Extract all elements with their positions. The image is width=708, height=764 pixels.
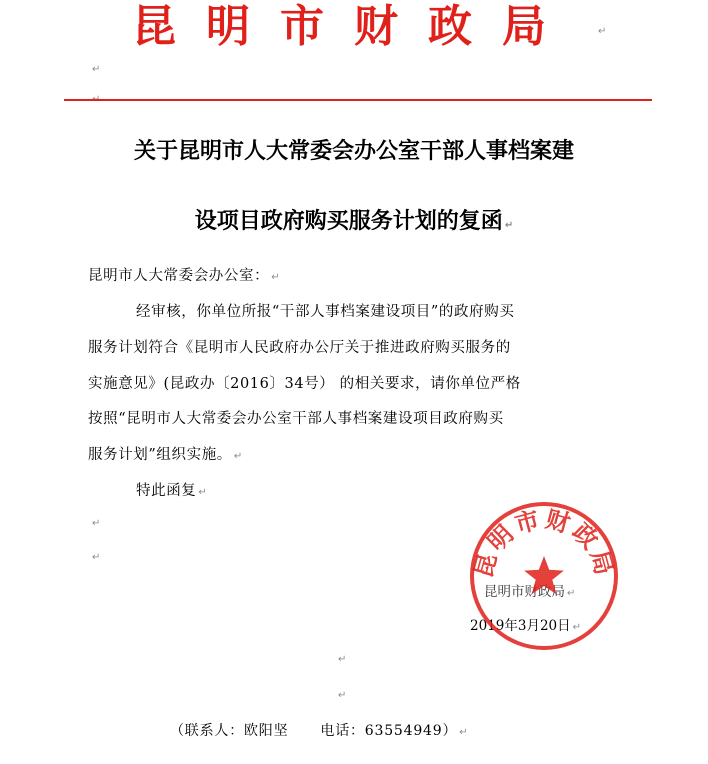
document-title-line-2: 设项目政府购买服务计划的复函 ↵ xyxy=(194,208,514,234)
signature-org: 昆明市财政局 ↵ xyxy=(484,584,576,600)
paragraph-mark: ↵ xyxy=(233,451,243,462)
signature-date: 2019年3月20日 ↵ xyxy=(470,618,582,634)
contact-info xyxy=(170,720,468,740)
seal-text: 昆明市财政局 xyxy=(468,504,620,581)
paragraph-mark: ↵ xyxy=(572,622,582,633)
body-line-1: 经审核，你单位所报“干部人事档案建设项目”的政府购买 xyxy=(136,304,515,320)
body-line-5: 服务计划”组织实施。 ↵ xyxy=(88,447,243,463)
paragraph-mark: ↵ xyxy=(92,64,101,75)
paragraph-mark: ↵ xyxy=(92,518,101,529)
letterhead-divider xyxy=(64,99,652,101)
document-title-line-1: 关于昆明市人大常委会办公室干部人事档案建 xyxy=(133,138,574,164)
paragraph-mark: ↵ xyxy=(598,26,607,37)
letterhead-org-name: 昆明市财政局 xyxy=(132,1,576,52)
body-line-2: 服务计划符合《昆明市人民政府办公厅关于推进政府购买服务的 xyxy=(88,340,511,356)
contact-person: （联系人：欧阳坚 xyxy=(170,723,289,739)
paragraph-mark: ↵ xyxy=(92,552,101,563)
body-line-4: 按照“昆明市人大常委会办公室干部人事档案建设项目政府购买 xyxy=(88,411,504,427)
paragraph-mark: ↵ xyxy=(271,272,281,283)
paragraph-mark: ↵ xyxy=(338,654,347,665)
paragraph-mark: ↵ xyxy=(459,727,469,738)
paragraph-mark: ↵ xyxy=(338,690,347,701)
seal-star-icon xyxy=(524,556,564,594)
paragraph-mark: ↵ xyxy=(504,220,514,231)
paragraph-mark: ↵ xyxy=(567,588,576,599)
paragraph-mark: ↵ xyxy=(92,94,101,105)
salutation: 昆明市人大常委会办公室： ↵ xyxy=(88,268,281,284)
official-seal-stamp xyxy=(466,498,622,654)
paragraph-mark: ↵ xyxy=(198,487,208,498)
contact-phone: 电话：63554949） xyxy=(320,723,458,739)
body-line-3: 实施意见》(昆政办〔2016〕34号） 的相关要求，请你单位严格 xyxy=(88,376,521,392)
closing-remark: 特此函复 ↵ xyxy=(136,483,208,499)
